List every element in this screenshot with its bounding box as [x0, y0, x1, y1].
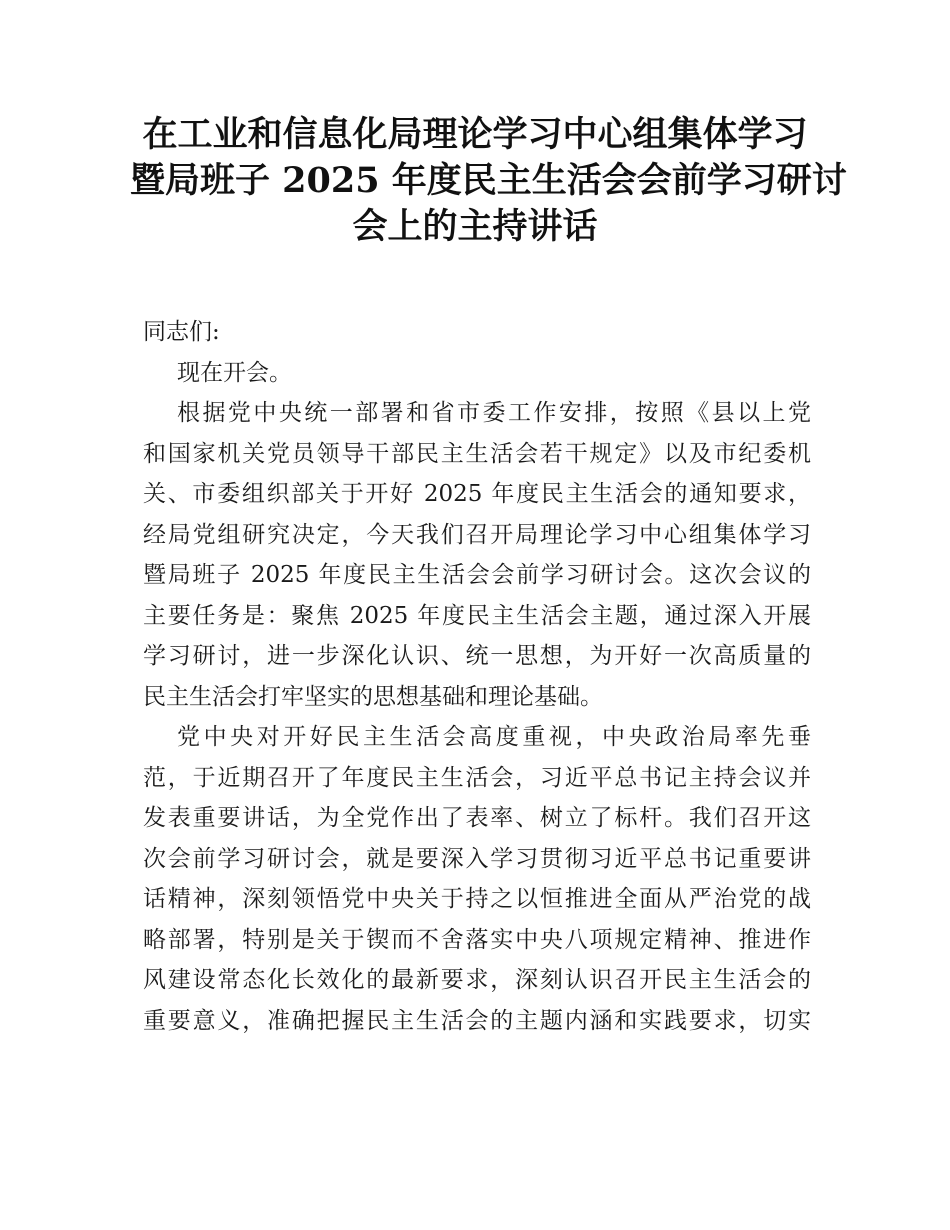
document-body — [143, 312, 811, 1041]
paragraph-line: 略部署，特别是关于锲而不舍落实中央八项规定精神、推进作 — [143, 926, 811, 953]
paragraph-line: 话精神，深刻领悟党中央关于持之以恒推进全面从严治党的战 — [143, 886, 811, 912]
paragraph-line: 范，于近期召开了年度民主生活会，习近平总书记主持会议并 — [143, 764, 811, 791]
paragraph-opening — [143, 353, 811, 394]
title-line: 在工业和信息化局理论学习中心组集体学习 — [142, 114, 808, 155]
paragraph-line: 关、市委组织部关于开好 2025 年度民主生活会的通知要求， — [143, 481, 811, 507]
paragraph-line: 发表重要讲话，为全党作出了表率、树立了标杆。我们召开这 — [143, 805, 811, 831]
paragraph-meeting-purpose — [143, 393, 811, 717]
paragraph-line: 主要任务是：聚焦 2025 年度民主生活会主题，通过深入开展 — [143, 602, 811, 629]
paragraph-line: 次会前学习研讨会，就是要深入学习贯彻习近平总书记重要讲 — [143, 845, 811, 872]
salutation — [143, 312, 811, 353]
paragraph-line: 经局党组研究决定，今天我们召开局理论学习中心组集体学习 — [143, 521, 811, 548]
paragraph-central-committee — [143, 717, 811, 1041]
paragraph-line: 民主生活会打牢坚实的思想基础和理论基础。 — [143, 683, 603, 710]
title-line: 会上的主持讲话 — [352, 206, 598, 247]
salutation-text: 同志们: — [143, 319, 220, 345]
paragraph-line: 现在开会。 — [177, 359, 292, 386]
paragraph-line: 暨局班子 2025 年度民主生活会会前学习研讨会。这次会议的 — [143, 562, 811, 588]
paragraph-line: 根据党中央统一部署和省市委工作安排，按照《县以上党 — [177, 400, 811, 426]
paragraph-line: 重要意义，准确把握民主生活会的主题内涵和实践要求，切实 — [143, 1007, 811, 1034]
paragraph-line: 党中央对开好民主生活会高度重视，中央政治局率先垂 — [177, 724, 811, 750]
paragraph-line: 和国家机关党员领导干部民主生活会若干规定》以及市纪委机 — [143, 440, 811, 467]
title-line: 暨局班子 2025 年度民主生活会会前学习研讨 — [130, 160, 847, 201]
document-title — [130, 112, 847, 250]
paragraph-line: 风建设常态化长效化的最新要求，深刻认识召开民主生活会的 — [143, 967, 811, 993]
paragraph-line: 学习研讨，进一步深化认识、统一思想，为开好一次高质量的 — [143, 643, 811, 669]
